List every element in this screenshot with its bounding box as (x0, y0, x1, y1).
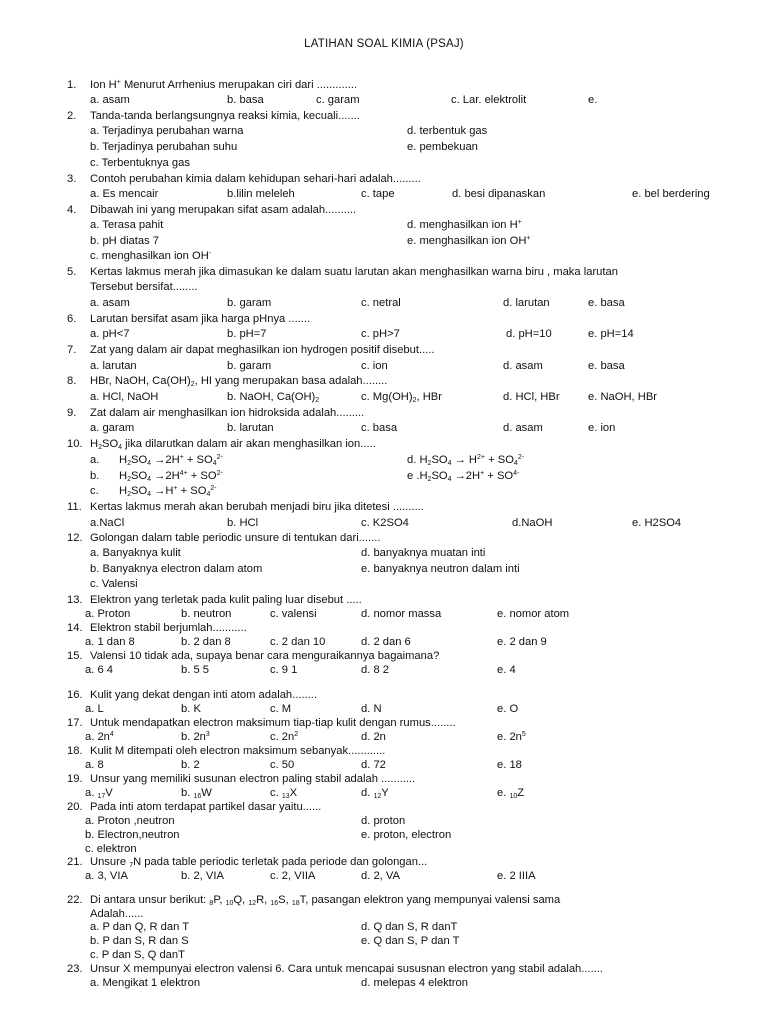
text-segment: b.lilin meleleh (227, 188, 295, 200)
text-segment: a. Proton (85, 608, 131, 620)
question-number: 8. (67, 375, 77, 387)
text-segment: a. $_{17}$V (85, 787, 113, 800)
text-segment: b. NaOH, $Ca(OH)_2$ (227, 391, 320, 404)
text-segment: b. garam (227, 360, 272, 372)
text-segment: Golongan dalam table periodic unsure di tentukan dari....... (90, 532, 381, 544)
text-segment: b. P dan S, R dan S (90, 935, 189, 947)
text-segment: Unsur X mempunyai electron valensi 6. Cara untuk mencapai sususnan electron yang stabil adalah....... (90, 963, 604, 975)
text-segment: e $.H_2SO_4 \to 2H^+ + SO^{4-}$ (407, 470, 520, 483)
text-segment: Elektron stabil berjumlah........... (90, 622, 247, 634)
text-segment: e. basa (588, 297, 625, 309)
text-segment: a. L (85, 703, 104, 715)
text-segment: c. elektron (85, 843, 137, 855)
text-segment: $H_2SO_4 \to H^+ + SO_4^{2-}$ (119, 485, 217, 498)
text-segment: e. 2 IIIA (497, 870, 536, 882)
text-segment: b. 2, VIA (181, 870, 224, 882)
text-segment: e. Q dan S, P dan T (361, 935, 460, 947)
question-number: 21. (67, 856, 83, 868)
text-segment: Valensi 10 tidak ada, supaya benar cara menguraikannya bagaimana? (90, 650, 440, 662)
text-segment: Zat yang dalam air dapat meghasilkan ion hydrogen positif disebut..... (90, 344, 435, 356)
text-segment: d. N (361, 703, 382, 715)
text-segment: a. $2n^4$ (85, 731, 114, 743)
text-segment: e. $_{10}$Z (497, 787, 525, 800)
question-number: 4. (67, 204, 77, 216)
text-segment: b. HCl (227, 517, 259, 529)
text-segment: e. 4 (497, 664, 516, 676)
text-segment: c. 9 1 (270, 664, 298, 676)
text-segment: a.NaCl (90, 517, 125, 529)
text-segment: b. K (181, 703, 201, 715)
question-number: 14. (67, 622, 83, 634)
text-segment: c. 50 (270, 759, 295, 771)
text-segment: b. pH=7 (227, 328, 267, 340)
text-segment: b. $_{16}$W (181, 787, 212, 800)
text-segment: c. $Mg(OH)_2$, HBr (361, 391, 442, 404)
text-segment: a. Banyaknya kulit (90, 547, 181, 559)
text-segment: Tanda-tanda berlangsungnya reaksi kimia, kecuali....... (90, 110, 360, 122)
text-segment: HBr, NaOH, $Ca(OH)_2$, HI yang merupakan basa adalah........ (90, 375, 388, 388)
text-segment: Kulit yang dekat dengan inti atom adalah........ (90, 689, 318, 701)
text-segment: d. larutan (503, 297, 550, 309)
text-segment: a. larutan (90, 360, 137, 372)
text-segment: d. Q dan S, R danT (361, 921, 458, 933)
text-segment: b. $2n^3$ (181, 731, 210, 743)
text-segment: Contoh perubahan kimia dalam kehidupan sehari-hari adalah......... (90, 173, 421, 185)
text-segment: d. 8 2 (361, 664, 389, 676)
text-segment: Dibawah ini yang merupakan sifat asam adalah.......... (90, 204, 357, 216)
text-segment: c. (90, 485, 99, 497)
text-segment: a. 3, VIA (85, 870, 128, 882)
text-segment: d. asam (503, 360, 543, 372)
text-segment: Zat dalam air menghasilkan ion hidroksida adalah......... (90, 407, 365, 419)
text-segment: Untuk mendapatkan electron maksimum tiap-tiap kulit dengan rumus........ (90, 717, 456, 729)
text-segment: a. HCl, NaOH (90, 391, 159, 403)
text-segment: b. larutan (227, 422, 274, 434)
text-segment: b. 2 dan 8 (181, 636, 231, 648)
question-number: 16. (67, 689, 83, 701)
question-number: 2. (67, 110, 77, 122)
text-segment: Kulit M ditempati oleh electron maksimum sebanyak............ (90, 745, 386, 757)
text-segment: c. ion (361, 360, 388, 372)
text-segment: c. Lar. elektrolit (451, 94, 527, 106)
question-number: 19. (67, 773, 83, 785)
question-number: 15. (67, 650, 83, 662)
text-segment: d. nomor massa (361, 608, 442, 620)
question-number: 10. (67, 438, 83, 450)
text-segment: a. Mengikat 1 elektron (90, 977, 201, 989)
text-segment: d.NaOH (512, 517, 553, 529)
text-segment: d. $_{12}$Y (361, 787, 389, 800)
text-segment: e. 2 dan 9 (497, 636, 547, 648)
text-segment: c. valensi (270, 608, 317, 620)
text-segment: c. Terbentuknya gas (90, 157, 190, 169)
text-segment: $H_2SO_4 \to 2H^+ + SO_4^{2-}$ (119, 454, 223, 467)
text-segment: c. M (270, 703, 292, 715)
text-segment: d. $H_2SO_4 \to H^{2+} + SO_4^{2-}$ (407, 454, 525, 467)
text-segment: a. (90, 454, 100, 466)
text-segment: c. basa (361, 422, 398, 434)
text-segment: e. ion (588, 422, 616, 434)
text-segment: d. banyaknya muatan inti (361, 547, 486, 559)
question-number: 5. (67, 266, 77, 278)
text-segment: e. nomor atom (497, 608, 570, 620)
text-segment: Unsure $_7$N pada table periodic terletak pada periode dan golongan... (90, 856, 428, 869)
text-segment: Di antara unsur berikut: $_8$P, $_{10}$Q, $_{12}$R, $_{16}$S, $_{18}$T, pasangan elektron yang mempunyai valensi sama (90, 894, 561, 907)
question-number: 23. (67, 963, 83, 975)
text-segment: e. H2SO4 (632, 517, 682, 529)
text-segment: d. 2 dan 6 (361, 636, 411, 648)
text-segment: Kertas lakmus merah akan berubah menjadi biru jika ditetesi .......... (90, 501, 424, 513)
text-segment: Pada inti atom terdapat partikel dasar yaitu...... (90, 801, 322, 813)
text-segment: a. Terasa pahit (90, 219, 164, 231)
text-segment: e. 18 (497, 759, 522, 771)
text-segment: a. 1 dan 8 (85, 636, 135, 648)
text-segment: b. Electron,neutron (85, 829, 180, 841)
text-segment: c. K2SO4 (361, 517, 409, 529)
page-title: LATIHAN SOAL KIMIA (PSAJ) (304, 38, 464, 50)
text-segment: Ion H+ Menurut Arrhenius merupakan ciri dari ............. (90, 79, 358, 91)
text-segment: e. NaOH, HBr (588, 391, 658, 403)
text-segment: $H_2SO_4 \to 2H^{4+} + SO^{2-}$ (119, 470, 223, 483)
text-segment: c. menghasilkan ion OH- (90, 250, 212, 262)
text-segment: e. pembekuan (407, 141, 478, 153)
question-number: 7. (67, 344, 77, 356)
text-segment: a. 6 4 (85, 664, 113, 676)
text-segment: d. besi dipanaskan (452, 188, 546, 200)
text-segment: b. (90, 470, 100, 482)
text-segment: b. neutron (181, 608, 232, 620)
text-segment: c. tape (361, 188, 395, 200)
text-segment: Adalah...... (90, 908, 144, 920)
question-number: 1. (67, 79, 77, 91)
question-number: 11. (67, 501, 82, 513)
text-segment: d. terbentuk gas (407, 125, 488, 137)
text-segment: b. basa (227, 94, 264, 106)
text-segment: b. Banyaknya electron dalam atom (90, 563, 263, 575)
text-segment: d. 2, VA (361, 870, 400, 882)
text-segment: e. proton, electron (361, 829, 452, 841)
text-segment: c. pH>7 (361, 328, 400, 340)
question-number: 22. (67, 894, 83, 906)
text-segment: Tersebut bersifat........ (90, 281, 198, 293)
text-segment: a. asam (90, 94, 130, 106)
question-number: 12. (67, 532, 83, 544)
text-segment: b. 5 5 (181, 664, 209, 676)
text-segment: c. 2, VIIA (270, 870, 316, 882)
text-segment: e. basa (588, 360, 625, 372)
text-segment: e. (588, 94, 598, 106)
text-segment: e. menghasilkan ion OH+ (407, 235, 531, 247)
text-segment: c. P dan S, Q danT (90, 949, 185, 961)
text-segment: Unsur yang memiliki susunan electron paling stabil adalah ........... (90, 773, 416, 785)
question-number: 20. (67, 801, 83, 813)
text-segment: d. asam (503, 422, 543, 434)
text-segment: d. proton (361, 815, 406, 827)
text-segment: d. pH=10 (506, 328, 552, 340)
text-segment: $H_2SO_4$ jika dilarutkan dalam air akan menghasilkan ion..... (90, 438, 376, 451)
text-segment: a. Terjadinya perubahan warna (90, 125, 244, 137)
question-number: 9. (67, 407, 77, 419)
question-number: 3. (67, 173, 77, 185)
text-segment: Larutan bersifat asam jika harga pHnya ....... (90, 313, 311, 325)
text-segment: Kertas lakmus merah jika dimasukan ke dalam suatu larutan akan menghasilkan warna biru , maka larutan (90, 266, 618, 278)
text-segment: c. Valensi (90, 578, 138, 590)
text-segment: a. pH<7 (90, 328, 130, 340)
text-segment: Elektron yang terletak pada kulit paling luar disebut ..... (90, 594, 362, 606)
text-segment: d. HCl, HBr (503, 391, 560, 403)
text-segment: e. pH=14 (588, 328, 634, 340)
text-segment: c. $_{13}$X (270, 787, 298, 800)
text-segment: e. bel berdering (632, 188, 710, 200)
text-segment: a. 8 (85, 759, 104, 771)
text-segment: a. Proton ,neutron (85, 815, 175, 827)
question-number: 6. (67, 313, 77, 325)
text-segment: e. banyaknya neutron dalam inti (361, 563, 520, 575)
text-segment: e. $2n^5$ (497, 731, 526, 743)
text-segment: d. 2n (361, 731, 386, 743)
text-segment: b. 2 (181, 759, 200, 771)
text-segment: d. menghasilkan ion H+ (407, 219, 522, 231)
text-segment: e. O (497, 703, 519, 715)
text-segment: c. netral (361, 297, 401, 309)
question-number: 13. (67, 594, 83, 606)
text-segment: c. garam (316, 94, 360, 106)
question-number: 18. (67, 745, 83, 757)
text-segment: d. 72 (361, 759, 386, 771)
text-segment: a. garam (90, 422, 135, 434)
question-number: 17. (67, 717, 83, 729)
text-segment: a. Es mencair (90, 188, 159, 200)
text-segment: b. pH diatas 7 (90, 235, 160, 247)
text-segment: a. P dan Q, R dan T (90, 921, 190, 933)
text-segment: a. asam (90, 297, 130, 309)
text-segment: c. $2n^2$ (270, 731, 299, 743)
text-segment: b. Terjadinya perubahan suhu (90, 141, 238, 153)
text-segment: b. garam (227, 297, 272, 309)
text-segment: d. melepas 4 elektron (361, 977, 468, 989)
text-segment: c. 2 dan 10 (270, 636, 326, 648)
